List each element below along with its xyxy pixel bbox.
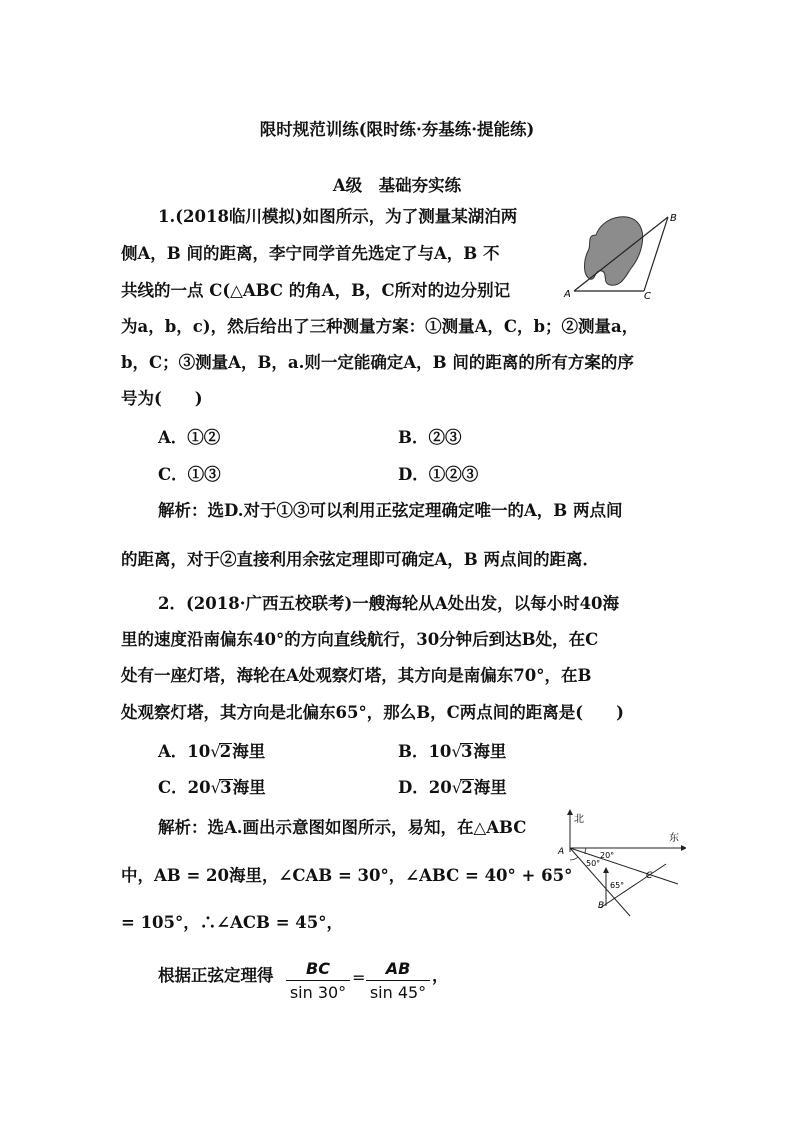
fraction-1-denominator: sin 30° bbox=[289, 983, 347, 1002]
q2-option-c-radicand: 3 bbox=[220, 778, 232, 797]
navigation-diagram bbox=[556, 808, 686, 920]
point-a-label: A bbox=[558, 847, 565, 857]
angle-65-label: 65° bbox=[610, 881, 625, 890]
angle-50-arc bbox=[570, 857, 578, 860]
sentence-tail: ， bbox=[432, 966, 449, 985]
q2-option-c-coef: C．20 bbox=[158, 778, 211, 797]
q2-option-b-unit: 海里 bbox=[473, 742, 507, 761]
north-label: 北 bbox=[574, 814, 584, 825]
fraction-2-numerator: AB bbox=[366, 959, 430, 981]
equals-sign: = bbox=[352, 968, 366, 987]
angle-50-label: 50° bbox=[586, 859, 601, 868]
q1-option-d: D．①②③ bbox=[398, 465, 479, 484]
q2-line-2: 里的速度沿南偏东40°的方向直线航行，30分钟后到达B处，在C bbox=[121, 630, 599, 649]
point-c-label: C bbox=[646, 871, 653, 881]
q1-line-4: 为a，b，c)，然后给出了三种测量方案：①测量A，C，b；②测量a， bbox=[121, 317, 639, 336]
point-a-label: A bbox=[564, 289, 571, 300]
q2-option-a: A．10√2海里 bbox=[158, 742, 266, 761]
q1-option-a: A．①② bbox=[158, 428, 221, 447]
q2-option-a-radicand: 2 bbox=[219, 742, 232, 761]
sine-law-prefix: 根据正弦定理得 bbox=[158, 966, 274, 985]
angle-20-label: 20° bbox=[600, 851, 615, 860]
q1-line-6: 号为( ) bbox=[121, 389, 203, 408]
lake-shape bbox=[585, 217, 643, 285]
q1-option-b: B．②③ bbox=[398, 428, 462, 447]
q2-option-d-coef: D．20 bbox=[398, 778, 452, 797]
east-label: 东 bbox=[669, 833, 679, 844]
point-b-label: B bbox=[670, 213, 677, 224]
q1-line-2: 侧A，B 间的距离，李宁同学首先选定了与A，B 不 bbox=[121, 244, 500, 263]
fraction-bc-over-sin30 bbox=[286, 959, 350, 1002]
point-c-label: C bbox=[644, 291, 651, 301]
q2-line-4: 处观察灯塔，其方向是北偏东65°，那么B，C两点间的距离是( ) bbox=[121, 703, 624, 722]
q2-option-d: D．20√2海里 bbox=[398, 778, 507, 797]
q2-option-c: C．20√3海里 bbox=[158, 778, 266, 797]
fraction-1-numerator: BC bbox=[286, 959, 350, 981]
q2-option-a-coef: A．10 bbox=[158, 742, 211, 761]
q2-analysis-3: = 105°，∴∠ACB = 45°， bbox=[121, 913, 343, 932]
q2-option-d-radicand: 2 bbox=[461, 778, 473, 797]
q1-analysis-1: 解析：选D.对于①③可以利用正弦定理确定唯一的A，B 两点间 bbox=[158, 501, 623, 520]
q2-line-3: 处有一座灯塔，海轮在A处观察灯塔，其方向是南偏东70°，在B bbox=[121, 666, 592, 685]
q2-line-1: 2．(2018·广西五校联考)一艘海轮从A处出发，以每小时40海 bbox=[158, 594, 620, 613]
q1-analysis-2: 的距离，对于②直接利用余弦定理即可确定A，B 两点间的距离． bbox=[121, 550, 599, 569]
q2-option-b: B．10√3海里 bbox=[398, 742, 507, 761]
fraction-2-denominator: sin 45° bbox=[369, 983, 427, 1002]
side-bc bbox=[644, 217, 668, 291]
q1-line-1: 1.(2018临川模拟)如图所示，为了测量某湖泊两 bbox=[158, 207, 518, 226]
q2-option-c-unit: 海里 bbox=[232, 778, 266, 797]
q2-option-b-radicand: 3 bbox=[460, 742, 473, 761]
fraction-ab-over-sin45 bbox=[366, 959, 430, 1002]
q2-option-b-coef: B．10 bbox=[398, 742, 452, 761]
point-b-label: B bbox=[598, 901, 605, 911]
page-title: 限时规范训练(限时练·夯基练·提能练) bbox=[259, 120, 535, 139]
q2-option-d-unit: 海里 bbox=[473, 778, 507, 797]
section-heading: A级 基础夯实练 bbox=[332, 176, 462, 195]
q2-option-a-unit: 海里 bbox=[232, 742, 266, 761]
q2-analysis-2: 中，AB = 20海里，∠CAB = 30°，∠ABC = 40° + 65° bbox=[121, 866, 573, 885]
q1-line-5: b，C；③测量A，B，a.则一定能确定A，B 间的距离的所有方案的序 bbox=[121, 353, 634, 372]
q2-analysis-1: 解析：选A.画出示意图如图所示，易知，在△ABC bbox=[158, 818, 527, 837]
q1-line-3: 共线的一点 C(△ABC 的角A，B，C所对的边分别记 bbox=[121, 281, 511, 300]
q1-option-c: C．①③ bbox=[158, 465, 221, 484]
lake-diagram bbox=[562, 205, 684, 301]
